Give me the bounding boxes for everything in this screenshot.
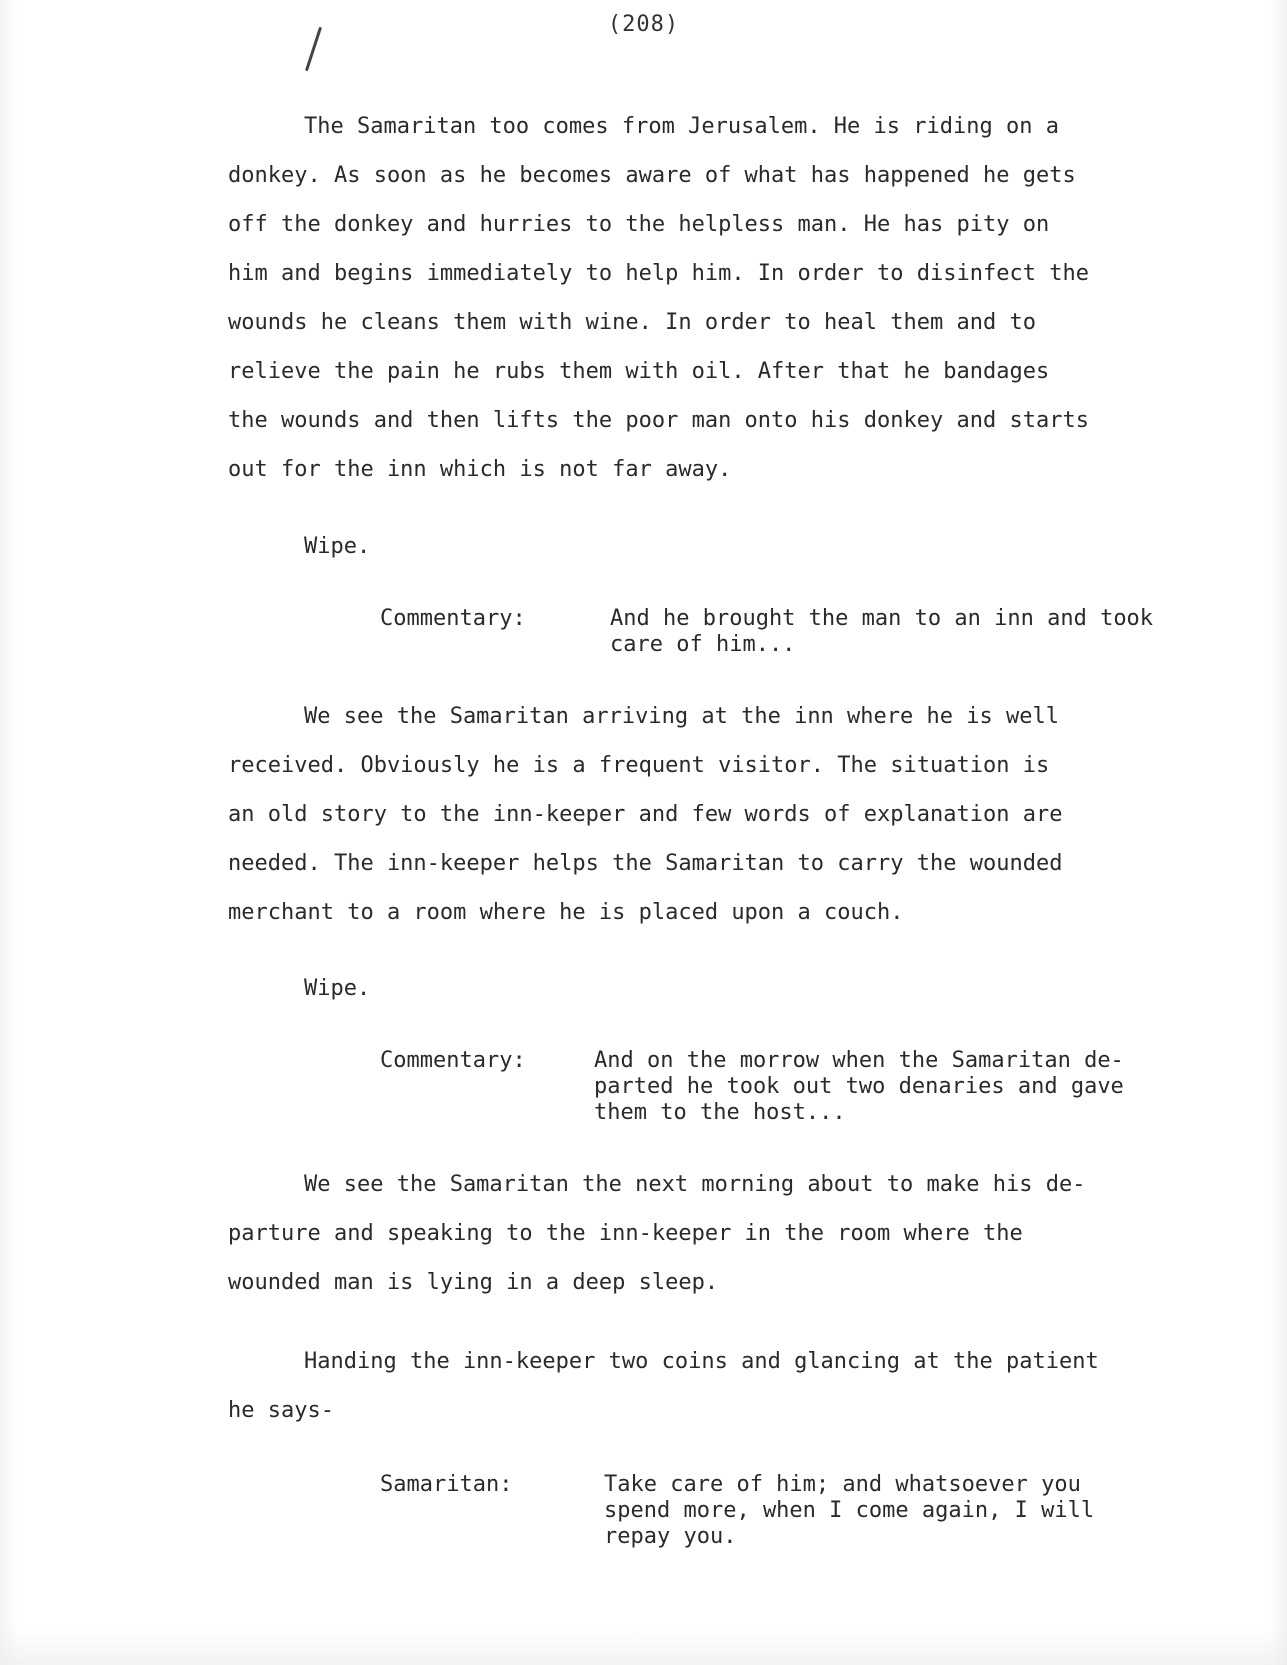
paragraph-handing-coins: Handing the inn-keeper two coins and glancing at the patient he says- [228, 1349, 1099, 1423]
speaker-label: Commentary: [380, 1048, 526, 1073]
speaker-label: Commentary: [380, 606, 526, 631]
scan-shadow [0, 1625, 1287, 1665]
commentary-text: And he brought the man to an inn and took care of him... [610, 606, 1154, 657]
samaritan-speech-text: Take care of him; and whatsoever you spend more, when I come again, I will repay you. [604, 1472, 1095, 1549]
paragraph-arrival-inn: We see the Samaritan arriving at the inn where he is well received. Obviously he is a frequent visitor. The situation is an old story to the inn-keeper and few words of explanation are needed. The inn-keeper helps the Samaritan to carry the wounded merchant to a room where he is placed upon a couch. [228, 704, 1063, 925]
commentary-text: And on the morrow when the Samaritan de- parted he took out two denaries and gave them to the host... [594, 1048, 1124, 1125]
commentary-block-1 [380, 606, 1260, 658]
speaker-label: Samaritan: [380, 1472, 513, 1497]
page-number: (208) [607, 12, 680, 37]
direction-wipe-2: Wipe. [304, 976, 371, 1001]
samaritan-speech-block [380, 1472, 1260, 1550]
paragraph-next-morning: We see the Samaritan the next morning about to make his de- parture and speaking to the inn-keeper in the room where the wounded man is lying in a deep sleep. [228, 1172, 1086, 1295]
direction-wipe-1: Wipe. [304, 534, 371, 559]
paragraph-samaritan-helps: The Samaritan too comes from Jerusalem. He is riding on a donkey. As soon as he becomes aware of what has happened he gets off the donkey and hurries to the helpless man. He has pity on him and begins immediately to help him. In order to disinfect the wounds he cleans them with wine. In order to heal them and to relieve the pain he rubs them with oil. After that he bandages the wounds and then lifts the poor man onto his donkey and starts out for the inn which is not far away. [228, 114, 1089, 482]
commentary-block-2 [380, 1048, 1260, 1126]
